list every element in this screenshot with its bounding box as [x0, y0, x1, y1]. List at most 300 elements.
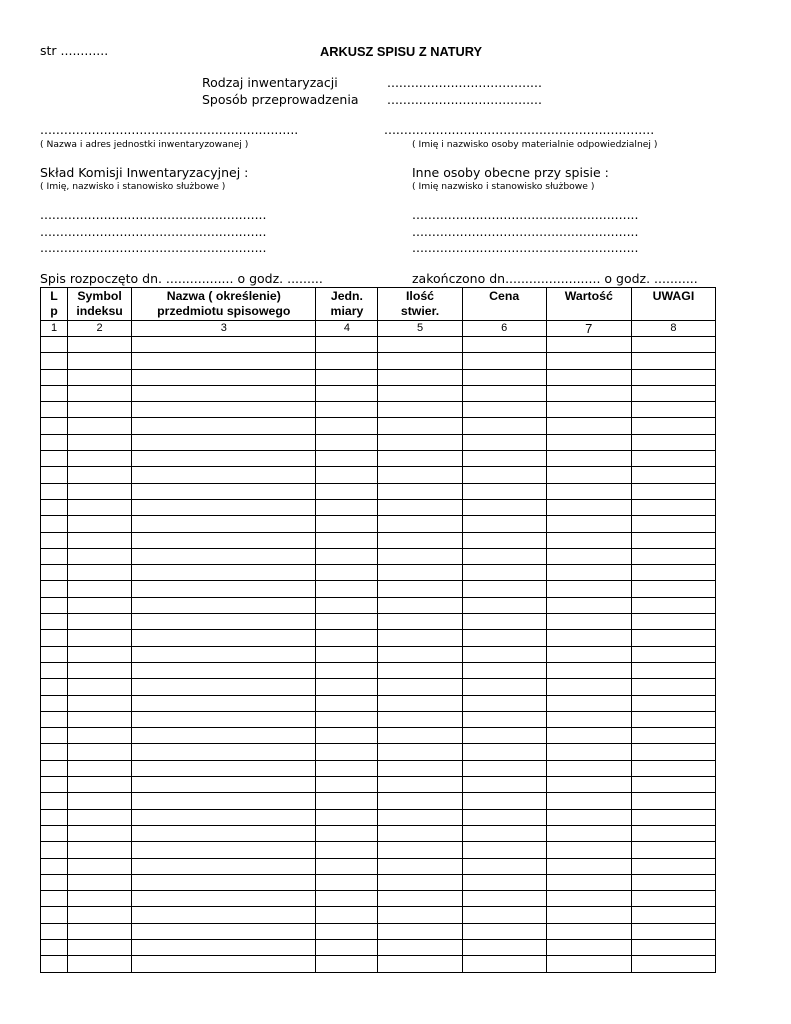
table-cell[interactable]	[68, 630, 132, 646]
table-cell[interactable]	[462, 548, 546, 564]
table-cell[interactable]	[316, 907, 378, 923]
table-cell[interactable]	[41, 956, 68, 972]
table-cell[interactable]	[378, 760, 462, 776]
table-cell[interactable]	[316, 825, 378, 841]
table-cell[interactable]	[546, 548, 631, 564]
table-cell[interactable]	[132, 581, 316, 597]
table-cell[interactable]	[68, 809, 132, 825]
table-cell[interactable]	[41, 793, 68, 809]
table-cell[interactable]	[68, 923, 132, 939]
table-cell[interactable]	[316, 858, 378, 874]
table-cell[interactable]	[68, 842, 132, 858]
table-cell[interactable]	[462, 385, 546, 401]
table-cell[interactable]	[132, 695, 316, 711]
other-person-line[interactable]: .........................................................	[412, 240, 639, 255]
table-cell[interactable]	[378, 825, 462, 841]
table-cell[interactable]	[68, 499, 132, 515]
table-cell[interactable]	[68, 907, 132, 923]
table-cell[interactable]	[378, 695, 462, 711]
table-cell[interactable]	[41, 467, 68, 483]
table-cell[interactable]	[41, 532, 68, 548]
table-cell[interactable]	[41, 646, 68, 662]
table-cell[interactable]	[378, 646, 462, 662]
table-cell[interactable]	[378, 597, 462, 613]
table-cell[interactable]	[68, 728, 132, 744]
table-cell[interactable]	[132, 467, 316, 483]
table-cell[interactable]	[378, 809, 462, 825]
table-cell[interactable]	[68, 679, 132, 695]
table-cell[interactable]	[316, 581, 378, 597]
table-cell[interactable]	[378, 353, 462, 369]
table-cell[interactable]	[316, 548, 378, 564]
table-cell[interactable]	[631, 939, 715, 955]
table-cell[interactable]	[546, 777, 631, 793]
table-cell[interactable]	[378, 728, 462, 744]
table-cell[interactable]	[316, 793, 378, 809]
table-cell[interactable]	[378, 858, 462, 874]
table-cell[interactable]	[41, 744, 68, 760]
table-cell[interactable]	[631, 516, 715, 532]
table-cell[interactable]	[41, 337, 68, 353]
table-cell[interactable]	[41, 597, 68, 613]
table-cell[interactable]	[41, 418, 68, 434]
commission-member-line[interactable]: .........................................................	[40, 224, 267, 239]
table-cell[interactable]	[462, 451, 546, 467]
table-cell[interactable]	[68, 744, 132, 760]
table-cell[interactable]	[546, 499, 631, 515]
table-cell[interactable]	[546, 662, 631, 678]
table-cell[interactable]	[631, 614, 715, 630]
table-cell[interactable]	[68, 532, 132, 548]
table-cell[interactable]	[316, 467, 378, 483]
table-cell[interactable]	[546, 451, 631, 467]
table-cell[interactable]	[462, 369, 546, 385]
table-cell[interactable]	[132, 418, 316, 434]
table-cell[interactable]	[631, 842, 715, 858]
table-cell[interactable]	[631, 809, 715, 825]
table-cell[interactable]	[631, 923, 715, 939]
table-cell[interactable]	[316, 679, 378, 695]
table-cell[interactable]	[132, 614, 316, 630]
table-cell[interactable]	[132, 744, 316, 760]
table-cell[interactable]	[462, 662, 546, 678]
table-cell[interactable]	[462, 858, 546, 874]
table-cell[interactable]	[316, 842, 378, 858]
table-cell[interactable]	[132, 369, 316, 385]
table-cell[interactable]	[462, 499, 546, 515]
table-cell[interactable]	[631, 728, 715, 744]
table-cell[interactable]	[378, 614, 462, 630]
table-cell[interactable]	[316, 532, 378, 548]
table-cell[interactable]	[41, 874, 68, 890]
table-cell[interactable]	[378, 385, 462, 401]
table-cell[interactable]	[631, 711, 715, 727]
table-cell[interactable]	[132, 548, 316, 564]
table-cell[interactable]	[41, 369, 68, 385]
table-cell[interactable]	[546, 825, 631, 841]
table-cell[interactable]	[462, 842, 546, 858]
responsible-person-field[interactable]: ....................................................................	[384, 122, 655, 137]
table-cell[interactable]	[316, 956, 378, 972]
table-cell[interactable]	[378, 891, 462, 907]
table-cell[interactable]	[41, 695, 68, 711]
table-cell[interactable]	[68, 891, 132, 907]
table-cell[interactable]	[68, 418, 132, 434]
table-cell[interactable]	[68, 402, 132, 418]
table-cell[interactable]	[378, 662, 462, 678]
table-cell[interactable]	[132, 711, 316, 727]
table-cell[interactable]	[462, 418, 546, 434]
table-cell[interactable]	[316, 695, 378, 711]
table-cell[interactable]	[378, 532, 462, 548]
table-cell[interactable]	[546, 385, 631, 401]
table-cell[interactable]	[462, 956, 546, 972]
table-cell[interactable]	[631, 565, 715, 581]
table-cell[interactable]	[546, 483, 631, 499]
table-cell[interactable]	[631, 499, 715, 515]
table-cell[interactable]	[316, 385, 378, 401]
table-cell[interactable]	[132, 630, 316, 646]
table-cell[interactable]	[462, 402, 546, 418]
table-cell[interactable]	[462, 337, 546, 353]
table-cell[interactable]	[462, 939, 546, 955]
table-cell[interactable]	[546, 891, 631, 907]
table-cell[interactable]	[546, 923, 631, 939]
table-cell[interactable]	[68, 793, 132, 809]
table-cell[interactable]	[378, 711, 462, 727]
table-cell[interactable]	[316, 891, 378, 907]
table-cell[interactable]	[631, 956, 715, 972]
table-cell[interactable]	[631, 858, 715, 874]
table-cell[interactable]	[631, 662, 715, 678]
table-cell[interactable]	[68, 467, 132, 483]
table-cell[interactable]	[546, 434, 631, 450]
table-cell[interactable]	[631, 891, 715, 907]
table-cell[interactable]	[316, 939, 378, 955]
table-cell[interactable]	[41, 842, 68, 858]
table-cell[interactable]	[462, 728, 546, 744]
table-cell[interactable]	[378, 402, 462, 418]
table-cell[interactable]	[132, 793, 316, 809]
table-cell[interactable]	[378, 777, 462, 793]
table-cell[interactable]	[546, 337, 631, 353]
table-cell[interactable]	[41, 499, 68, 515]
table-cell[interactable]	[546, 711, 631, 727]
table-cell[interactable]	[41, 630, 68, 646]
table-cell[interactable]	[132, 956, 316, 972]
table-cell[interactable]	[41, 451, 68, 467]
table-cell[interactable]	[132, 842, 316, 858]
table-cell[interactable]	[546, 646, 631, 662]
table-cell[interactable]	[378, 842, 462, 858]
table-cell[interactable]	[41, 825, 68, 841]
table-cell[interactable]	[631, 695, 715, 711]
table-cell[interactable]	[41, 516, 68, 532]
table-cell[interactable]	[68, 614, 132, 630]
table-cell[interactable]	[132, 353, 316, 369]
table-cell[interactable]	[132, 728, 316, 744]
table-cell[interactable]	[316, 744, 378, 760]
table-cell[interactable]	[41, 728, 68, 744]
table-cell[interactable]	[316, 809, 378, 825]
table-cell[interactable]	[378, 418, 462, 434]
table-cell[interactable]	[546, 809, 631, 825]
table-cell[interactable]	[68, 695, 132, 711]
table-cell[interactable]	[546, 842, 631, 858]
table-cell[interactable]	[546, 614, 631, 630]
table-cell[interactable]	[462, 809, 546, 825]
table-cell[interactable]	[462, 532, 546, 548]
table-cell[interactable]	[462, 646, 546, 662]
table-cell[interactable]	[462, 483, 546, 499]
table-cell[interactable]	[631, 369, 715, 385]
table-cell[interactable]	[631, 483, 715, 499]
table-cell[interactable]	[68, 646, 132, 662]
table-cell[interactable]	[462, 777, 546, 793]
table-cell[interactable]	[68, 548, 132, 564]
table-cell[interactable]	[378, 548, 462, 564]
table-cell[interactable]	[631, 532, 715, 548]
table-cell[interactable]	[462, 565, 546, 581]
table-cell[interactable]	[316, 874, 378, 890]
table-cell[interactable]	[316, 402, 378, 418]
table-cell[interactable]	[41, 565, 68, 581]
table-cell[interactable]	[631, 434, 715, 450]
table-cell[interactable]	[132, 809, 316, 825]
table-cell[interactable]	[41, 809, 68, 825]
table-cell[interactable]	[631, 418, 715, 434]
table-cell[interactable]	[132, 565, 316, 581]
table-cell[interactable]	[68, 516, 132, 532]
table-cell[interactable]	[462, 891, 546, 907]
table-cell[interactable]	[316, 565, 378, 581]
table-cell[interactable]	[378, 907, 462, 923]
inventory-type-field[interactable]: .......................................	[387, 75, 542, 90]
table-cell[interactable]	[546, 581, 631, 597]
table-cell[interactable]	[316, 451, 378, 467]
table-cell[interactable]	[631, 597, 715, 613]
table-cell[interactable]	[316, 630, 378, 646]
table-cell[interactable]	[132, 907, 316, 923]
table-cell[interactable]	[41, 777, 68, 793]
table-cell[interactable]	[41, 483, 68, 499]
table-cell[interactable]	[132, 499, 316, 515]
table-cell[interactable]	[631, 451, 715, 467]
method-field[interactable]: .......................................	[387, 92, 542, 107]
table-cell[interactable]	[68, 451, 132, 467]
table-cell[interactable]	[378, 499, 462, 515]
table-cell[interactable]	[462, 467, 546, 483]
table-cell[interactable]	[41, 891, 68, 907]
table-cell[interactable]	[316, 646, 378, 662]
table-cell[interactable]	[68, 337, 132, 353]
table-cell[interactable]	[378, 565, 462, 581]
table-cell[interactable]	[546, 597, 631, 613]
table-cell[interactable]	[132, 858, 316, 874]
table-cell[interactable]	[68, 874, 132, 890]
table-cell[interactable]	[316, 662, 378, 678]
table-cell[interactable]	[41, 907, 68, 923]
table-cell[interactable]	[462, 760, 546, 776]
table-cell[interactable]	[132, 532, 316, 548]
table-cell[interactable]	[631, 744, 715, 760]
table-cell[interactable]	[546, 858, 631, 874]
table-cell[interactable]	[631, 793, 715, 809]
table-cell[interactable]	[378, 630, 462, 646]
table-cell[interactable]	[462, 793, 546, 809]
table-cell[interactable]	[546, 744, 631, 760]
table-cell[interactable]	[316, 597, 378, 613]
table-cell[interactable]	[68, 565, 132, 581]
table-cell[interactable]	[462, 581, 546, 597]
table-cell[interactable]	[462, 679, 546, 695]
table-cell[interactable]	[631, 548, 715, 564]
table-cell[interactable]	[546, 956, 631, 972]
table-cell[interactable]	[631, 467, 715, 483]
table-cell[interactable]	[462, 907, 546, 923]
table-cell[interactable]	[316, 614, 378, 630]
table-cell[interactable]	[546, 874, 631, 890]
table-cell[interactable]	[41, 760, 68, 776]
table-cell[interactable]	[41, 711, 68, 727]
table-cell[interactable]	[132, 451, 316, 467]
table-cell[interactable]	[546, 760, 631, 776]
table-cell[interactable]	[41, 385, 68, 401]
end-datetime-field[interactable]: zakończono dn........................ o godz. ...........	[412, 271, 698, 286]
table-cell[interactable]	[68, 385, 132, 401]
table-cell[interactable]	[68, 939, 132, 955]
table-cell[interactable]	[132, 679, 316, 695]
table-cell[interactable]	[378, 581, 462, 597]
table-cell[interactable]	[546, 532, 631, 548]
table-cell[interactable]	[631, 337, 715, 353]
table-cell[interactable]	[41, 614, 68, 630]
table-cell[interactable]	[316, 353, 378, 369]
start-datetime-field[interactable]: Spis rozpoczęto dn. ................. o godz. .........	[40, 271, 323, 286]
table-cell[interactable]	[132, 402, 316, 418]
table-cell[interactable]	[68, 662, 132, 678]
table-cell[interactable]	[462, 434, 546, 450]
commission-member-line[interactable]: .........................................................	[40, 240, 267, 255]
table-cell[interactable]	[316, 483, 378, 499]
table-cell[interactable]	[546, 695, 631, 711]
table-cell[interactable]	[68, 597, 132, 613]
table-cell[interactable]	[316, 728, 378, 744]
table-cell[interactable]	[631, 679, 715, 695]
table-cell[interactable]	[68, 581, 132, 597]
table-cell[interactable]	[631, 646, 715, 662]
table-cell[interactable]	[132, 662, 316, 678]
table-cell[interactable]	[378, 939, 462, 955]
table-cell[interactable]	[631, 353, 715, 369]
table-cell[interactable]	[546, 907, 631, 923]
table-cell[interactable]	[132, 891, 316, 907]
table-cell[interactable]	[132, 646, 316, 662]
table-cell[interactable]	[41, 858, 68, 874]
table-cell[interactable]	[132, 939, 316, 955]
table-cell[interactable]	[378, 516, 462, 532]
commission-member-line[interactable]: .........................................................	[40, 207, 267, 222]
table-cell[interactable]	[462, 825, 546, 841]
table-cell[interactable]	[378, 467, 462, 483]
table-cell[interactable]	[41, 662, 68, 678]
table-cell[interactable]	[41, 353, 68, 369]
table-cell[interactable]	[68, 760, 132, 776]
table-cell[interactable]	[378, 923, 462, 939]
table-cell[interactable]	[546, 516, 631, 532]
table-cell[interactable]	[132, 777, 316, 793]
table-cell[interactable]	[68, 858, 132, 874]
table-cell[interactable]	[68, 777, 132, 793]
table-cell[interactable]	[378, 369, 462, 385]
table-cell[interactable]	[68, 434, 132, 450]
table-cell[interactable]	[132, 597, 316, 613]
table-cell[interactable]	[378, 337, 462, 353]
table-cell[interactable]	[546, 630, 631, 646]
table-cell[interactable]	[462, 597, 546, 613]
table-cell[interactable]	[546, 353, 631, 369]
table-cell[interactable]	[41, 939, 68, 955]
table-cell[interactable]	[316, 499, 378, 515]
table-cell[interactable]	[546, 402, 631, 418]
table-cell[interactable]	[68, 825, 132, 841]
table-cell[interactable]	[546, 793, 631, 809]
table-cell[interactable]	[462, 353, 546, 369]
table-cell[interactable]	[631, 402, 715, 418]
table-cell[interactable]	[41, 548, 68, 564]
table-cell[interactable]	[316, 777, 378, 793]
table-cell[interactable]	[546, 467, 631, 483]
unit-name-field[interactable]: .................................................................	[40, 122, 299, 137]
table-cell[interactable]	[316, 923, 378, 939]
table-cell[interactable]	[546, 679, 631, 695]
table-cell[interactable]	[462, 630, 546, 646]
table-cell[interactable]	[631, 874, 715, 890]
table-cell[interactable]	[41, 402, 68, 418]
table-cell[interactable]	[462, 614, 546, 630]
table-cell[interactable]	[68, 369, 132, 385]
table-cell[interactable]	[132, 385, 316, 401]
table-cell[interactable]	[68, 483, 132, 499]
table-cell[interactable]	[462, 695, 546, 711]
table-cell[interactable]	[631, 581, 715, 597]
table-cell[interactable]	[41, 923, 68, 939]
table-cell[interactable]	[546, 728, 631, 744]
table-cell[interactable]	[41, 679, 68, 695]
table-cell[interactable]	[132, 337, 316, 353]
other-person-line[interactable]: .........................................................	[412, 207, 639, 222]
other-person-line[interactable]: .........................................................	[412, 224, 639, 239]
table-cell[interactable]	[68, 353, 132, 369]
table-cell[interactable]	[631, 385, 715, 401]
table-cell[interactable]	[546, 369, 631, 385]
table-cell[interactable]	[378, 451, 462, 467]
table-cell[interactable]	[68, 711, 132, 727]
table-cell[interactable]	[378, 874, 462, 890]
table-cell[interactable]	[41, 434, 68, 450]
table-cell[interactable]	[462, 923, 546, 939]
table-cell[interactable]	[462, 874, 546, 890]
table-cell[interactable]	[378, 956, 462, 972]
table-cell[interactable]	[631, 825, 715, 841]
table-cell[interactable]	[546, 939, 631, 955]
table-cell[interactable]	[631, 760, 715, 776]
table-cell[interactable]	[316, 369, 378, 385]
table-cell[interactable]	[631, 777, 715, 793]
table-cell[interactable]	[462, 516, 546, 532]
table-cell[interactable]	[41, 581, 68, 597]
table-cell[interactable]	[546, 565, 631, 581]
